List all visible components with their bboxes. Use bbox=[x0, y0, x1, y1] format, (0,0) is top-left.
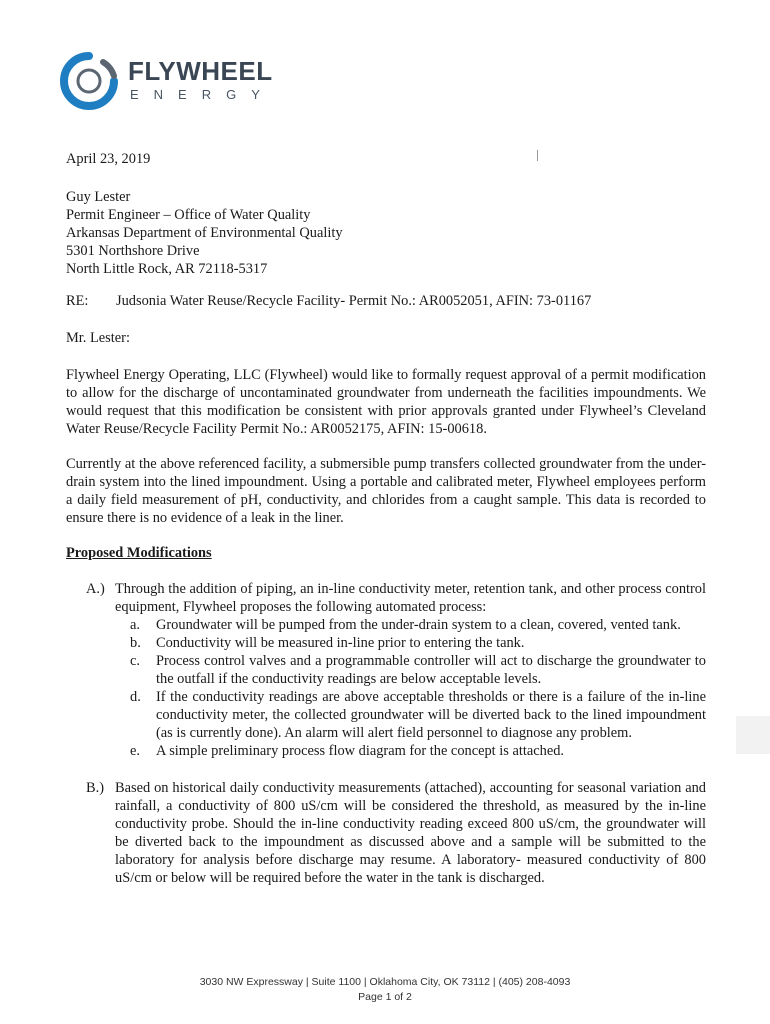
sub-list-marker: c. bbox=[130, 653, 140, 669]
recipient-department: Arkansas Department of Environmental Quality bbox=[66, 225, 343, 241]
body-paragraph: Currently at the above referenced facility, a submersible pump transfers collected groundwater from the under-drain system into the lined impoundment. Using a portable and calibrated meter, Flywheel employees perform a daily field measurement of pH, conductivity, and chlorides from a caught sample. This data is recorded to ensure there is no evidence of a leak in the liner. bbox=[66, 456, 706, 526]
sub-list-item bbox=[130, 688, 706, 742]
sub-list-marker: a. bbox=[130, 617, 140, 633]
brand-name: FLYWHEEL bbox=[128, 56, 273, 86]
section-heading: Proposed Modifications bbox=[66, 545, 212, 561]
scan-artifact bbox=[736, 716, 770, 754]
footer-address: 3030 NW Expressway | Suite 1100 | Oklahoma City, OK 73112 | (405) 208-4093 bbox=[199, 976, 571, 988]
subject-line bbox=[66, 292, 706, 310]
recipient-address bbox=[66, 188, 706, 278]
sub-list-text: Process control valves and a programmable controller will act to discharge the groundwater to the outfall if the conductivity readings are below acceptable levels. bbox=[156, 653, 706, 687]
sub-list-marker: d. bbox=[130, 689, 141, 705]
sub-list-text: Conductivity will be measured in-line prior to entering the tank. bbox=[156, 635, 525, 651]
sub-list-text: Groundwater will be pumped from the under-drain system to a clean, covered, vented tank. bbox=[156, 617, 681, 633]
subject-text: Judsonia Water Reuse/Recycle Facility- Permit No.: AR0052051, AFIN: 73-01167 bbox=[116, 293, 592, 309]
recipient-city: North Little Rock, AR 72118-5317 bbox=[66, 261, 268, 277]
sub-list-item bbox=[130, 634, 706, 652]
salutation: Mr. Lester: bbox=[66, 330, 130, 346]
brand-subtitle: ENERGY bbox=[130, 87, 275, 102]
sub-list-item bbox=[130, 742, 706, 760]
sub-list-item bbox=[130, 652, 706, 688]
recipient-name: Guy Lester bbox=[66, 189, 131, 205]
list-item-b bbox=[86, 779, 706, 887]
subject-label: RE: bbox=[66, 293, 89, 309]
sub-list-text: If the conductivity readings are above acceptable thresholds or there is a failure of the in-line conductivity meter, the collected groundwater will be diverted back to the lined impoundment (as is currently done). An alarm will alert field personnel to diagnose any problem. bbox=[156, 689, 706, 741]
body-paragraph: Flywheel Energy Operating, LLC (Flywheel) would like to formally request approval of a permit modification to allow for the discharge of uncontaminated groundwater from underneath the facilities impoundments. We would request that this modification be consistent with prior approvals granted under Flywheel’s Cleveland Water Reuse/Recycle Facility Permit No.: AR0052175, AFIN: 15-00618. bbox=[66, 367, 706, 437]
recipient-title: Permit Engineer – Office of Water Quality bbox=[66, 207, 311, 223]
letter-date: April 23, 2019 bbox=[66, 151, 151, 167]
list-item-text: Based on historical daily conductivity measurements (attached), accounting for seasonal variation and rainfall, a conductivity of 800 uS/cm will be considered the threshold, as measured by the in-line conductivity probe. Should the in-line conductivity reading exceed 800 uS/cm, the groundwater will be diverted back to the impoundment as discussed above and a sample will be submitted to the laboratory for analysis before discharge may resume. A laboratory- measured conductivity of 800 uS/cm or below will be required before the water in the tank is discharged. bbox=[115, 780, 706, 886]
list-marker: B.) bbox=[86, 780, 104, 796]
flywheel-logo-icon bbox=[60, 52, 118, 110]
sub-list-marker: e. bbox=[130, 743, 140, 759]
sub-list-marker: b. bbox=[130, 635, 141, 651]
sub-list bbox=[130, 616, 706, 760]
sub-list-item bbox=[130, 616, 706, 634]
list-item-text: Through the addition of piping, an in-line conductivity meter, retention tank, and other process control equipment, Flywheel proposes the following automated process: bbox=[115, 581, 706, 615]
recipient-street: 5301 Northshore Drive bbox=[66, 243, 200, 259]
sub-list-text: A simple preliminary process flow diagram for the concept is attached. bbox=[156, 743, 565, 759]
list-item-a bbox=[86, 580, 706, 616]
list-marker: A.) bbox=[86, 581, 105, 597]
page-number: Page 1 of 2 bbox=[358, 991, 412, 1003]
